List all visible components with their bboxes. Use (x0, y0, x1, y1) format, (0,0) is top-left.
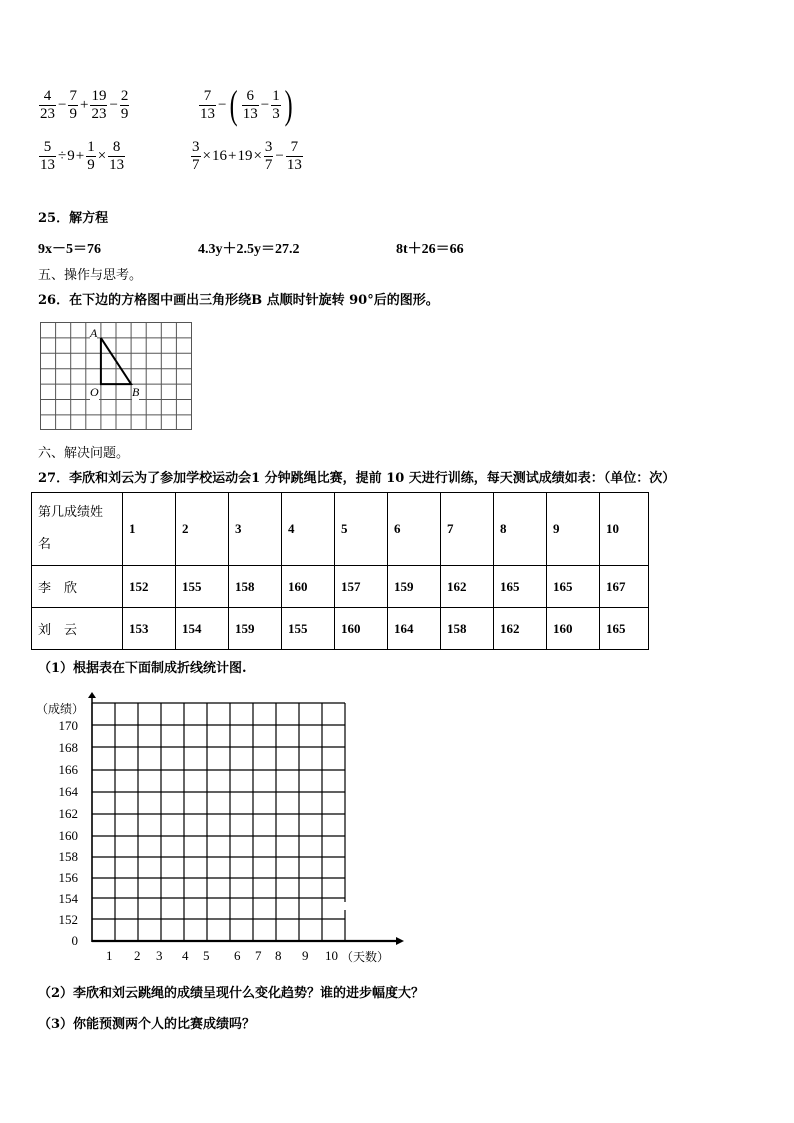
table-cell: 158 (229, 566, 282, 608)
x-axis-title: （天数） (341, 950, 390, 964)
equation-2: 4.3y＋2.5y＝27.2 (198, 242, 300, 257)
day-header: 6 (388, 493, 441, 566)
day-header: 8 (494, 493, 547, 566)
table-cell: 158 (441, 608, 494, 650)
fraction: $\frac{8}{13}$ (109, 139, 125, 173)
fraction: $\frac{7}{13}$ (286, 139, 302, 173)
score-table (31, 492, 649, 650)
table-cell: 165 (600, 608, 649, 650)
day-header: 2 (176, 493, 229, 566)
table-corner-header: 第几成绩姓 名 (32, 493, 123, 566)
expression-2: $\frac{7}{13}$ − ( $\frac{6}{13}$ − $\frac{1}{3}$ ) (200, 82, 293, 127)
day-header: 5 (335, 493, 388, 566)
fraction: $\frac{4}{23}$ (40, 88, 55, 122)
table-cell: 155 (282, 608, 335, 650)
row-name: 李 欣 (32, 566, 123, 608)
fraction: $\frac{3}{7}$ (264, 139, 273, 173)
table-cell: 162 (441, 566, 494, 608)
table-cell: 162 (494, 608, 547, 650)
section-5-heading: 五、操作与思考。 (38, 268, 143, 283)
y-axis-title: （成绩） (36, 702, 85, 716)
table-cell: 164 (388, 608, 441, 650)
grid-figure (40, 322, 192, 430)
point-B-label: B (132, 385, 140, 399)
rotation-grid (40, 322, 192, 430)
table-cell: 165 (547, 566, 600, 608)
y-axis-arrow-icon (88, 692, 96, 698)
expression-4: $\frac{3}{7}$ × 16 + 19 × $\frac{3}{7}$ − $\frac{7}{13}$ (192, 139, 302, 173)
table-cell: 160 (335, 608, 388, 650)
equation-3: 8t＋26＝66 (396, 242, 464, 257)
fraction: $\frac{5}{13}$ (40, 139, 55, 173)
question-25-title: 25．解方程 (38, 211, 109, 226)
sub-question-2: （2）李欣和刘云跳绳的成绩呈现什么变化趋势？谁的进步幅度大？ (38, 986, 425, 1001)
fraction: $\frac{3}{7}$ (192, 139, 200, 173)
day-header: 3 (229, 493, 282, 566)
x-axis-arrow-icon (396, 937, 404, 945)
table-cell: 167 (600, 566, 649, 608)
fraction: $\frac{7}{13}$ (200, 87, 215, 122)
table-cell: 153 (123, 608, 176, 650)
table-cell: 160 (282, 566, 335, 608)
x-axis-labels: 1 2 3 4 5 6 7 8 9 10 （天数） (106, 948, 390, 964)
fraction: $\frac{7}{9}$ (69, 88, 77, 122)
table-cell: 160 (547, 608, 600, 650)
expression-3: $\frac{5}{13}$ ÷ 9 + $\frac{1}{9}$ × $\frac{8}{13}$ (40, 139, 125, 173)
day-header: 10 (600, 493, 649, 566)
day-header: 9 (547, 493, 600, 566)
table-cell: 155 (176, 566, 229, 608)
fraction: $\frac{19}{23}$ (91, 88, 107, 122)
line-chart-grid (86, 690, 411, 950)
table-cell: 154 (176, 608, 229, 650)
table-cell: 157 (335, 566, 388, 608)
table-header-row (32, 493, 649, 566)
day-header: 7 (441, 493, 494, 566)
point-O-label: O (90, 385, 99, 399)
sub-question-1: （1）根据表在下面制成折线统计图. (38, 661, 247, 676)
fraction: $\frac{6}{13}$ (242, 87, 258, 122)
table-row (32, 566, 649, 608)
day-header: 4 (282, 493, 335, 566)
table-cell: 165 (494, 566, 547, 608)
table-row (32, 608, 649, 650)
table-cell: 159 (229, 608, 282, 650)
equation-1: 9x－5＝76 (38, 242, 101, 257)
question-26-title: 26．在下边的方格图中画出三角形绕B 点顺时针旋转 90°后的图形。 (38, 293, 439, 308)
table-cell: 159 (388, 566, 441, 608)
expression-1: $\frac{4}{23}$ − $\frac{7}{9}$ + $\frac{19}{23}$ − $\frac{2}{9}$ (40, 88, 129, 122)
table-cell: 152 (123, 566, 176, 608)
point-A-label: A (90, 326, 98, 340)
section-6-heading: 六、解决问题。 (38, 446, 130, 461)
question-27-title: 27．李欣和刘云为了参加学校运动会1 分钟跳绳比赛，提前 10 天进行训练，每天测试成绩如表：（单位：次） (38, 471, 676, 486)
left-paren: ( (230, 82, 239, 127)
fraction: $\frac{1}{9}$ (87, 139, 95, 173)
day-header: 1 (123, 493, 176, 566)
fraction: $\frac{1}{3}$ (272, 87, 280, 122)
fraction: $\frac{2}{9}$ (120, 88, 129, 122)
right-paren: ) (284, 82, 293, 127)
row-name: 刘 云 (32, 608, 123, 650)
sub-question-3: （3）你能预测两个人的比赛成绩吗？ (38, 1017, 256, 1032)
